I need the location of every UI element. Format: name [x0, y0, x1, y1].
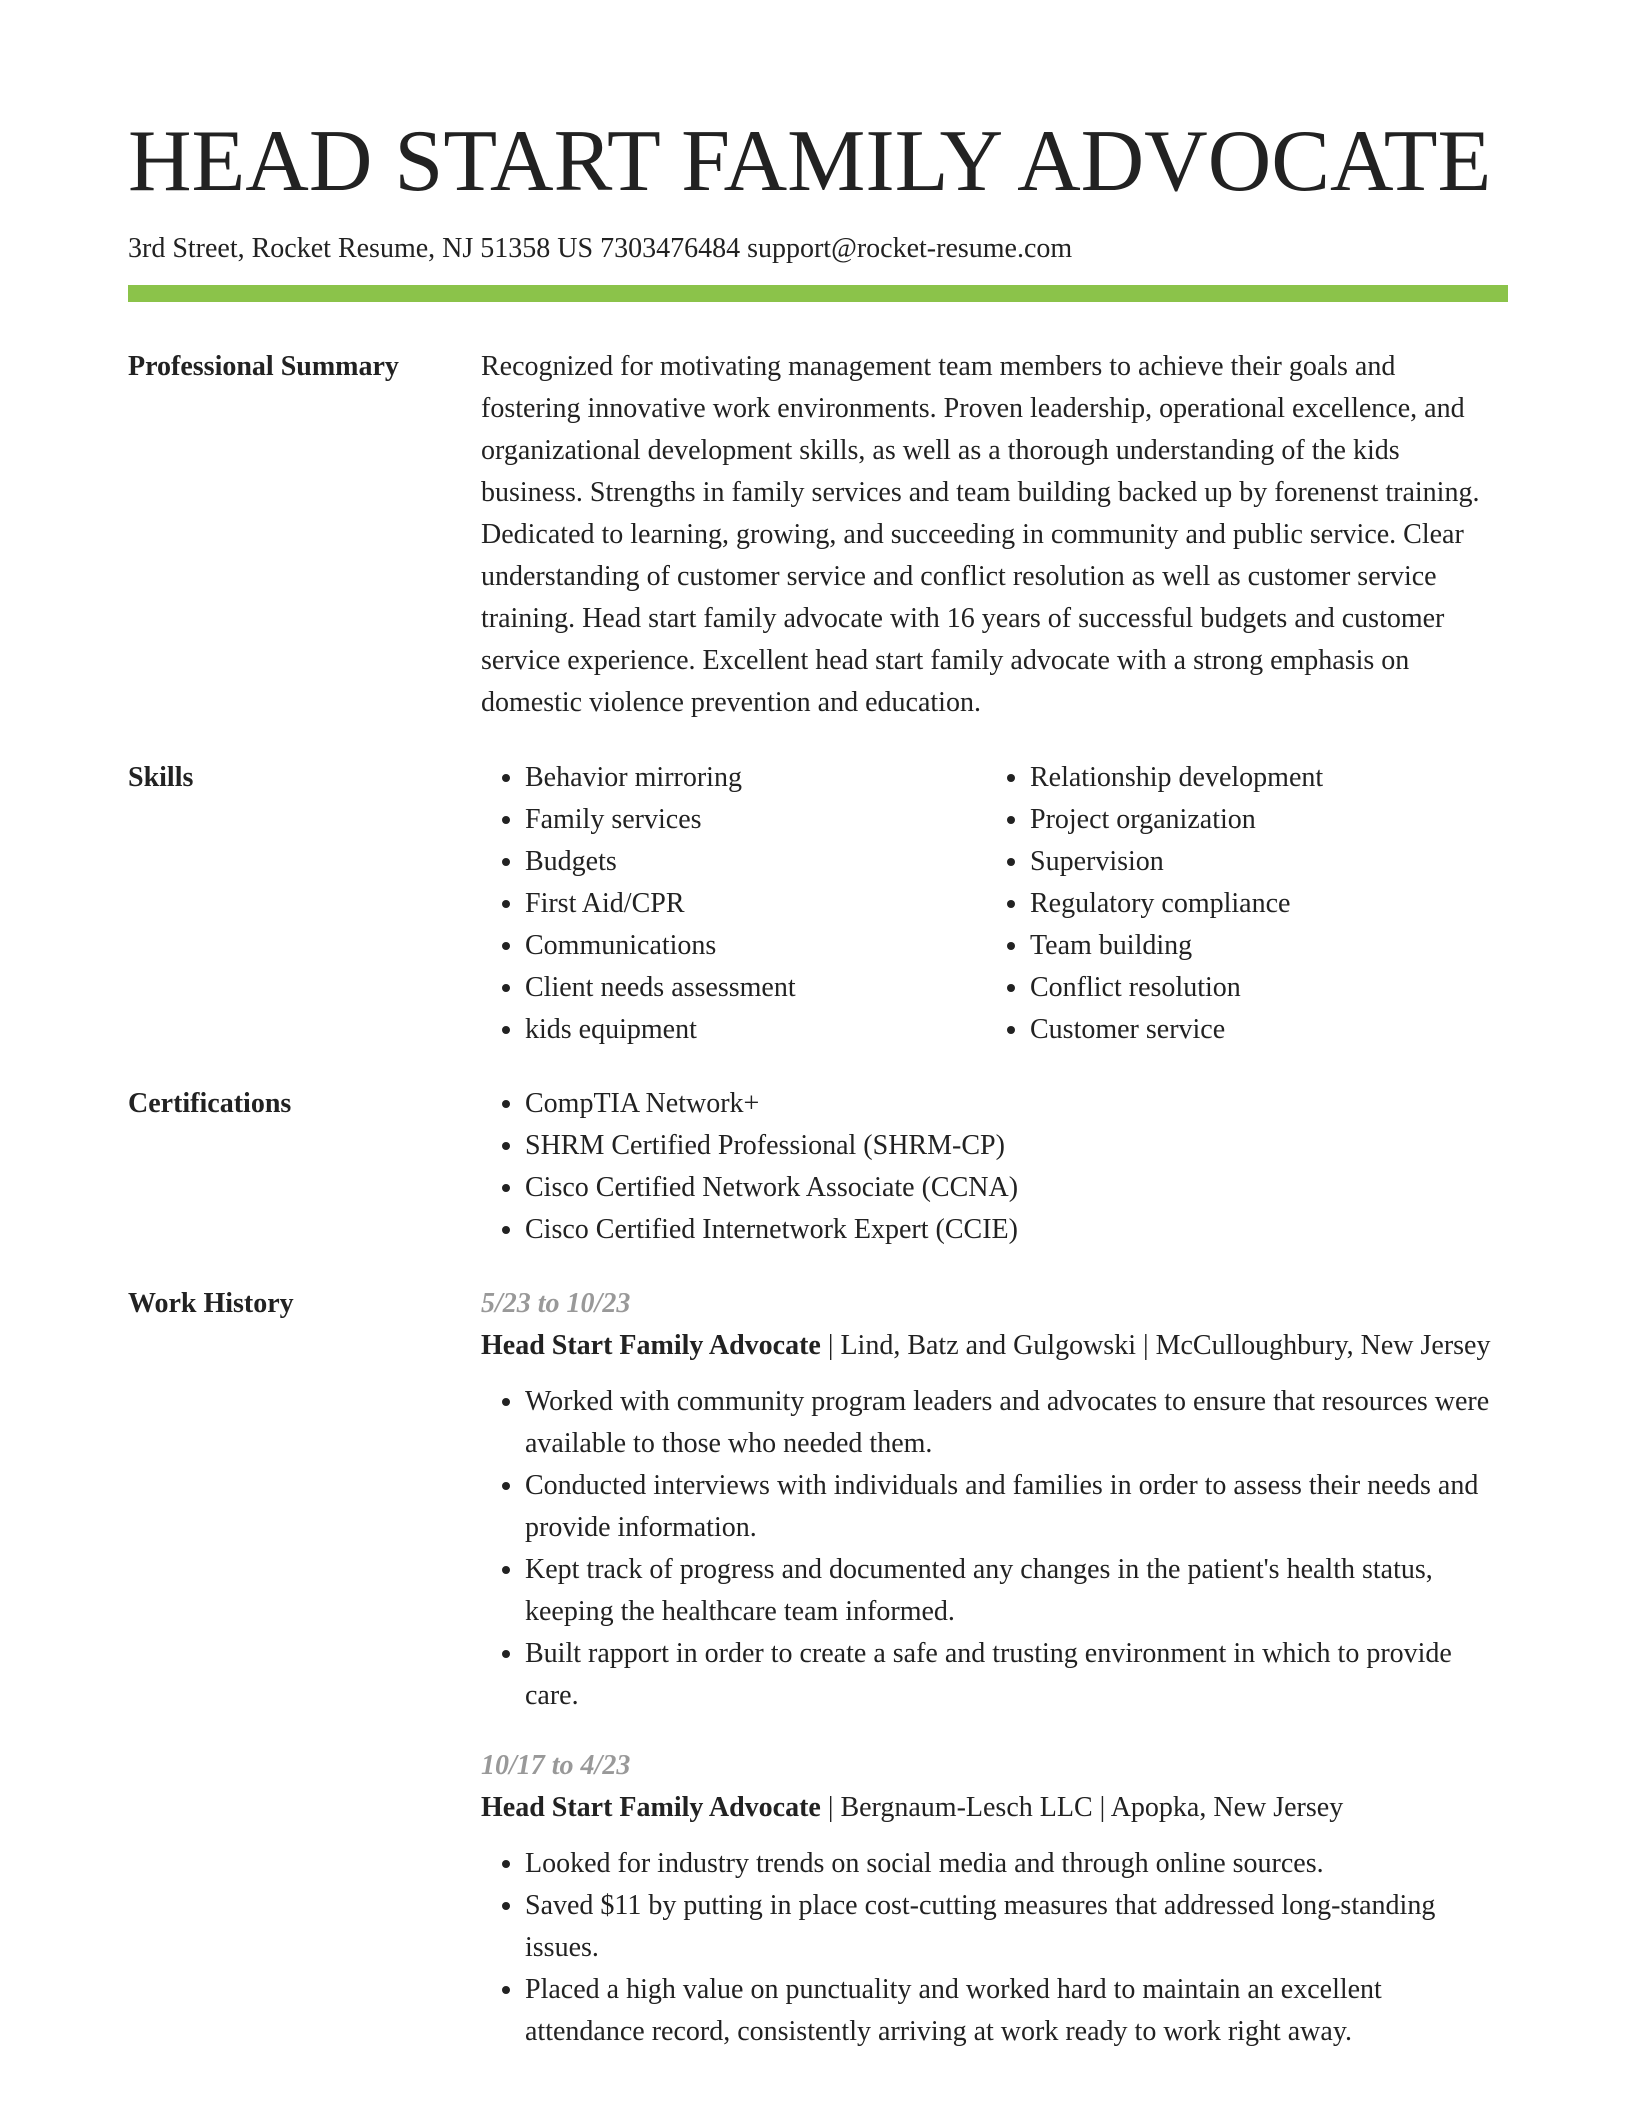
job-entry [481, 1745, 1501, 2053]
contact-info: 3rd Street, Rocket Resume, NJ 51358 US 7303476484 support@rocket-resume.com [128, 233, 1073, 264]
section-title-skills: Skills [128, 762, 194, 793]
skill-item: • Communications [525, 925, 986, 967]
certification-item: • Cisco Certified Network Associate (CCNA) [525, 1167, 1501, 1209]
job-bullets [481, 1381, 1501, 1717]
job-title: Head Start Family Advocate [481, 1792, 821, 1823]
skill-item: • Team building [1030, 925, 1491, 967]
certification-item: • CompTIA Network+ [525, 1083, 1501, 1125]
skill-item: • Family services [525, 799, 986, 841]
job-bullet: • Worked with community program leaders and advocates to ensure that resources were available to those who needed them. [525, 1381, 1501, 1465]
skill-item: • Conflict resolution [1030, 967, 1491, 1009]
skills-body [481, 757, 1501, 1051]
job-bullet: • Placed a high value on punctuality and worked hard to maintain an excellent attendance record, consistently arriving at work ready to work right away. [525, 1969, 1501, 2053]
header-divider [128, 285, 1508, 302]
section-title-work-history: Work History [128, 1288, 294, 1319]
skill-item: • Client needs assessment [525, 967, 986, 1009]
job-dates: 5/23 to 10/23 [481, 1288, 631, 1319]
skill-item: • Budgets [525, 841, 986, 883]
skill-item: • Customer service [1030, 1009, 1491, 1051]
skill-item: • kids equipment [525, 1009, 986, 1051]
certifications-body [481, 1083, 1501, 1251]
job-bullets [481, 1843, 1501, 2053]
skill-item: • Regulatory compliance [1030, 883, 1491, 925]
section-title-certifications: Certifications [128, 1088, 292, 1119]
job-bullet: • Saved $11 by putting in place cost-cutting measures that addressed long-standing issues. [525, 1885, 1501, 1969]
job-details: | Lind, Batz and Gulgowski | McCulloughbury, New Jersey [820, 1330, 1491, 1361]
job-bullet: • Looked for industry trends on social media and through online sources. [525, 1843, 1501, 1885]
resume-name: HEAD START FAMILY ADVOCATE [128, 113, 1492, 210]
skill-item: • Relationship development [1030, 757, 1491, 799]
job-details: | Bergnaum-Lesch LLC | Apopka, New Jersey [820, 1792, 1344, 1823]
certification-item: • Cisco Certified Internetwork Expert (CCIE) [525, 1209, 1501, 1251]
skills-list-left [481, 757, 986, 1051]
job-header [481, 1325, 1501, 1367]
job-dates: 10/17 to 4/23 [481, 1750, 631, 1781]
job-bullet: • Kept track of progress and documented any changes in the patient's health status, keeping the healthcare team informed. [525, 1549, 1501, 1633]
summary-body [481, 346, 1501, 724]
certification-item: • SHRM Certified Professional (SHRM-CP) [525, 1125, 1501, 1167]
skill-item: • First Aid/CPR [525, 883, 986, 925]
work-history-body [481, 1283, 1501, 2053]
summary-text: Recognized for motivating management team members to achieve their goals and fostering innovative work environments. Proven leadership, operational excellence, and organizational development skills, as well as a thorough understanding of the kids business. Strengths in family services and team building backed up by forenenst training. Dedicated to learning, growing, and succeeding in community and public service. Clear understanding of customer service and conflict resolution as well as customer service training. Head start family advocate with 16 years of successful budgets and customer service experience. Excellent head start family advocate with a strong emphasis on domestic violence prevention and education. [481, 351, 1480, 718]
job-title: Head Start Family Advocate [481, 1330, 821, 1361]
skill-item: • Behavior mirroring [525, 757, 986, 799]
certifications-list [481, 1083, 1501, 1251]
skill-item: • Supervision [1030, 841, 1491, 883]
skill-item: • Project organization [1030, 799, 1491, 841]
job-entry [481, 1283, 1501, 1717]
job-header [481, 1787, 1501, 1829]
job-bullet: • Conducted interviews with individuals and families in order to assess their needs and provide information. [525, 1465, 1501, 1549]
job-bullet: • Built rapport in order to create a safe and trusting environment in which to provide care. [525, 1633, 1501, 1717]
section-title-summary: Professional Summary [128, 351, 399, 382]
skills-list-right [986, 757, 1491, 1051]
